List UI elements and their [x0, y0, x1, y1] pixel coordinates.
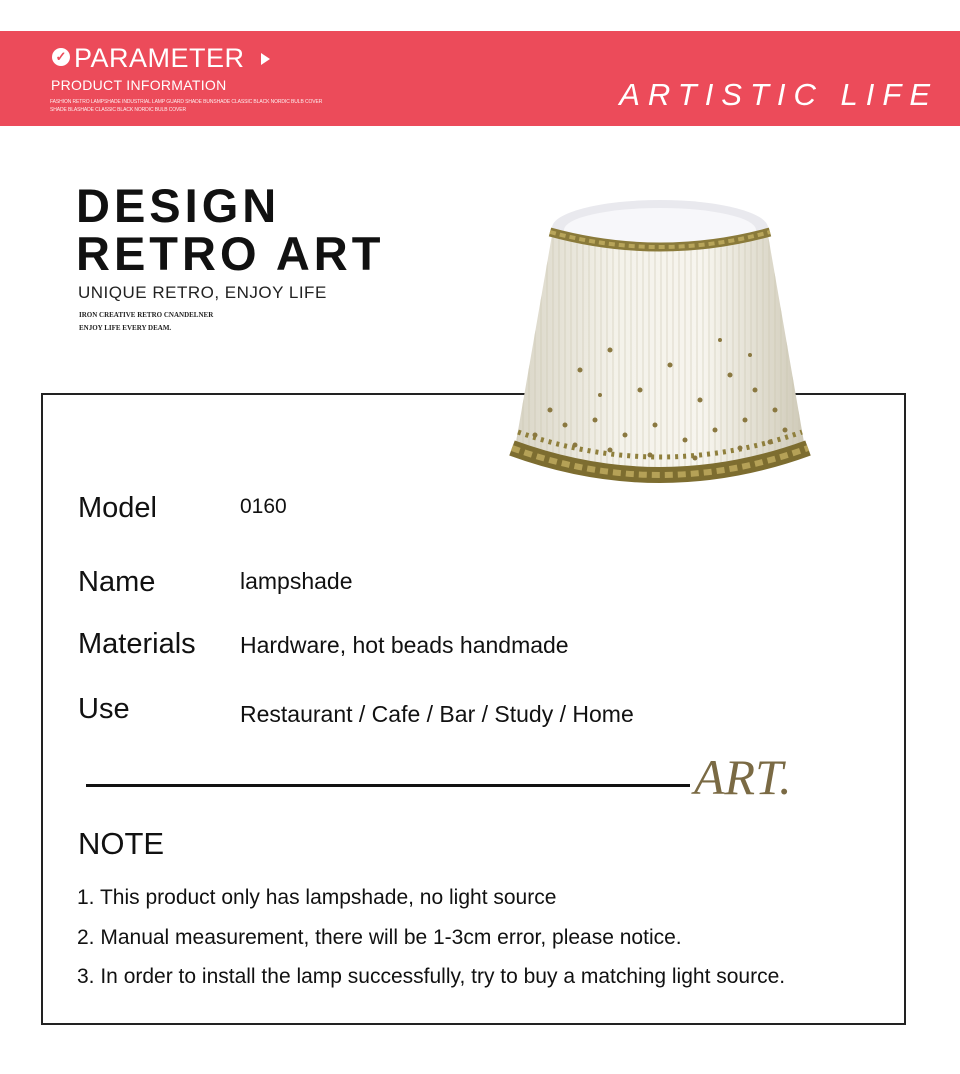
art-signature — [690, 742, 850, 812]
spec-label-name: Name — [78, 566, 156, 598]
art-signature-text: ART. — [694, 749, 792, 805]
note-title: NOTE — [78, 826, 165, 861]
check-circle-icon: ✓ — [52, 48, 70, 66]
spec-label-model: Model — [78, 492, 157, 524]
spec-value-use: Restaurant / Cafe / Bar / Study / Home — [240, 701, 634, 727]
spec-value-model: 0160 — [240, 495, 287, 518]
spec-label-materials: Materials — [78, 628, 196, 660]
heading-small-text-2: ENJOY LIFE EVERY DEAM. — [79, 324, 172, 332]
heading-line-1: DESIGN — [76, 179, 281, 232]
design-heading — [76, 179, 385, 280]
heading-small-text-1: IRON CREATIVE RETRO CNANDELNER — [79, 311, 214, 319]
heading-line-2: RETRO ART — [76, 227, 385, 280]
heading-subtitle: UNIQUE RETRO, ENJOY LIFE — [78, 283, 327, 302]
banner-fine-print: FASHION RETRO LAMPSHADE INDUSTRIAL LAMP GUARD SHADE BUNSHADE CLASSIC BLACK NORDIC BULB COVER SHADE BLASHADE CLASSIC BLACK NORDIC BULB COVER — [50, 99, 323, 113]
note-item-1: 1. This product only has lampshade, no light source — [77, 886, 557, 909]
spec-label-use: Use — [78, 693, 130, 725]
header-banner — [0, 31, 960, 126]
play-arrow-icon — [261, 53, 270, 65]
spec-value-materials: Hardware, hot beads handmade — [240, 632, 569, 658]
note-item-2: 2. Manual measurement, there will be 1-3cm error, please notice. — [77, 926, 682, 949]
spec-value-name: lampshade — [240, 568, 353, 594]
banner-title: PARAMETER — [74, 43, 245, 73]
lampshade-image — [490, 180, 830, 525]
banner-tagline: ARTISTIC LIFE — [619, 77, 938, 112]
note-item-3: 3. In order to install the lamp successfully, try to buy a matching light source. — [77, 965, 786, 988]
banner-subtitle: PRODUCT INFORMATION — [51, 77, 227, 93]
divider-line — [86, 784, 690, 787]
